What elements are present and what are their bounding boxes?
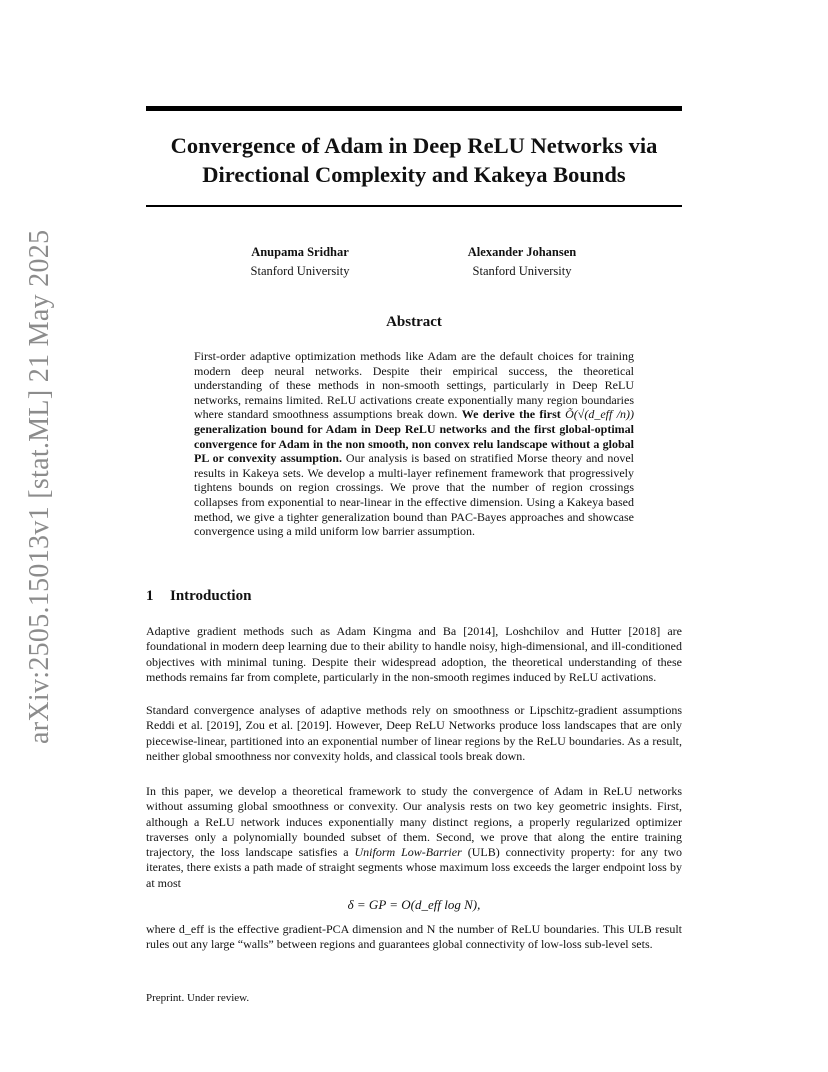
- intro-paragraph: Adaptive gradient methods such as Adam Kingma and Ba [2014], Loshchilov and Hutter [2018] are foundational in modern deep learning due to their ability to handle noisy, high-dimensional, and ill-conditioned objectives with minimal tuning. Despite their widespread adoption, the theoretical understanding of these methods remains far from complete, particularly in the non-smooth regimes induced by ReLU activations.: [146, 624, 682, 684]
- intro-paragraph: where d_eff is the effective gradient-PCA dimension and N the number of ReLU boundaries. This ULB result rules out any large “walls” between regions and guarantees global connectivity of low-loss sub-level sets.: [146, 922, 682, 952]
- abstract-bold-text: generalization bound for Adam in Deep ReLU networks and the first global-optimal convergence for Adam in the non smooth, non convex relu landscape without a global PL or convexity assumption.: [194, 421, 634, 466]
- title-top-rule: [146, 106, 682, 111]
- author-affiliation: Stanford University: [250, 264, 350, 278]
- section-heading: [146, 588, 251, 605]
- paragraph-text: (ULB) connectivity property: for any two iterates, there exists a path made of straight segments whose maximum loss exceeds the larger endpoint loss by at most: [146, 845, 683, 890]
- intro-paragraph: Standard convergence analyses of adaptive methods rely on smoothness or Lipschitz-gradient assumptions Reddi et al. [2019], Zou et al. [2019]. However, Deep ReLU Networks produce loss landscapes that are only piecewise-linear, partitioned into an exponential number of linear regions by the ReLU boundaries. As a result, neither global smoothness nor convexity holds, and classical tools break down.: [146, 703, 682, 763]
- abstract-text: First-order adaptive optimization methods like Adam are the default choices for training modern deep neural networks. Despite their empirical success, the theoretical understanding of these methods in non-smooth settings, particularly in Deep ReLU networks, remains limited. ReLU activations create exponentially many region boundaries where standard smoothness assumptions break down.: [194, 349, 634, 422]
- abstract-math-bound: Õ(√(d_eff /n)): [565, 407, 635, 422]
- author-affiliation: Stanford University: [472, 264, 572, 278]
- title-bottom-rule: [146, 205, 682, 207]
- abstract-heading: Abstract: [386, 314, 442, 330]
- abstract-text: Our analysis is based on stratified Morse theory and novel results in Kakeya sets. We develop a multi-layer refinement framework that progressively tightens bounds on region crossings. We prove that the number of region crossings collapses from exponential to near-linear in the effective dimension. Using a Kakeya based method, we give a tighter generalization bound than PAC-Bayes approaches and showcase convergence using a mild uniform low barrier assumption.: [194, 451, 635, 539]
- preprint-footer: Preprint. Under review.: [146, 992, 250, 1004]
- abstract-bold-text: We derive the first: [461, 407, 561, 422]
- section-title: Introduction: [170, 588, 252, 604]
- emphasized-term: Uniform Low-Barrier: [354, 845, 462, 860]
- paragraph-text: In this paper, we develop a theoretical framework to study the convergence of Adam in ReLU networks without assuming global smoothness or convexity. Our analysis rests on two key geometric insights. First, although a ReLU network induces exponentially many distinct regions, a properly regularized optimizer traverses only a polynomially bounded subset of them. Second, we prove that along the entire training trajectory, the loss landscape satisfies a: [146, 784, 682, 860]
- author-block: [200, 243, 400, 281]
- author-name: Alexander Johansen: [467, 245, 577, 259]
- abstract-body: [194, 349, 634, 539]
- author-block: [422, 243, 622, 281]
- paper-title: Convergence of Adam in Deep ReLU Networks via Directional Complexity and Kakeya Bounds: [170, 133, 658, 187]
- section-number: 1: [146, 588, 154, 604]
- display-equation: δ = GP = O(d_eff log N),: [347, 897, 481, 912]
- intro-paragraph: [146, 784, 682, 891]
- author-name: Anupama Sridhar: [251, 245, 349, 259]
- arxiv-identifier-stamp: arXiv:2505.15013v1 [stat.ML] 21 May 2025: [24, 229, 55, 744]
